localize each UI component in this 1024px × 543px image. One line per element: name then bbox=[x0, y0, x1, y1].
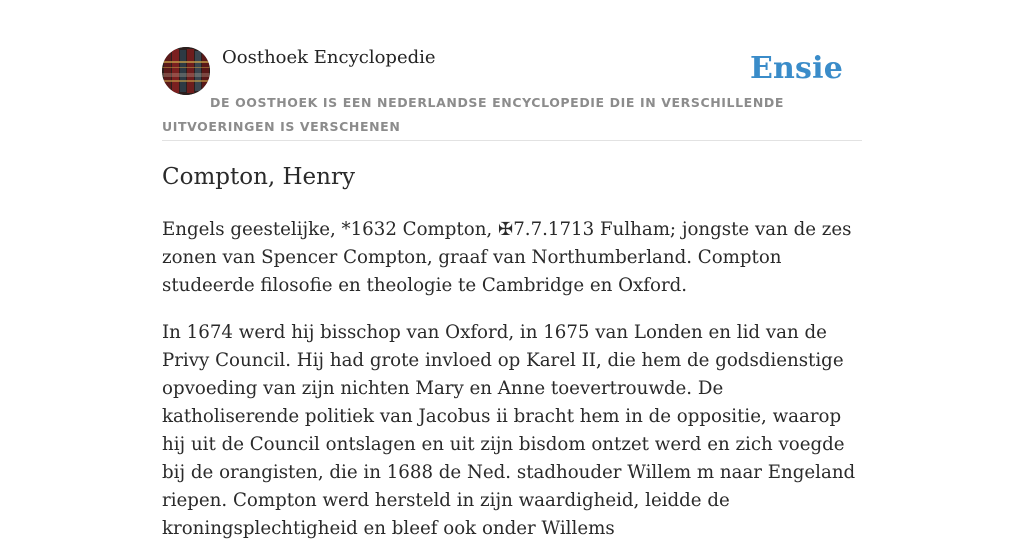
book-spines-icon bbox=[162, 47, 210, 95]
site-tagline: DE OOSTHOEK IS EEN NEDERLANDSE ENCYCLOPEDIE DIE IN VERSCHILLENDE UITVOERINGEN IS VERSCHENEN bbox=[162, 95, 784, 134]
article-paragraph: Engels geestelijke, *1632 Compton, ✠7.7.1713 Fulham; jongste van de zes zonen van Spencer Compton, graaf van Northumberland. Compton studeerde filosofie en theologie te Cambridge en Oxford. bbox=[162, 219, 852, 296]
site-header bbox=[162, 46, 862, 141]
brand-logo[interactable]: Ensie bbox=[749, 51, 843, 86]
site-name[interactable]: Oosthoek Encyclopedie bbox=[222, 47, 436, 68]
avatar[interactable] bbox=[162, 47, 210, 95]
page-title: Compton, Henry bbox=[162, 164, 355, 190]
article-paragraph: In 1674 werd hij bisschop van Oxford, in 1675 van Londen en lid van de Privy Council. Hij had grote invloed op Karel II, die hem de godsdienstige opvoeding van zijn nichten Mary en Anne toevertrouwde. De katholiserende politiek van Jacobus ii bracht hem in de oppositie, waarop hij uit de Council ontslagen en uit zijn bisdom ontzet werd en zich voegde bij de orangisten, die in 1688 de Ned. stadhouder Willem m naar Engeland riepen. Compton werd hersteld in zijn waardigheid, leidde de kroningsplechtigheid en bleef ook onder Willems bbox=[162, 322, 856, 539]
